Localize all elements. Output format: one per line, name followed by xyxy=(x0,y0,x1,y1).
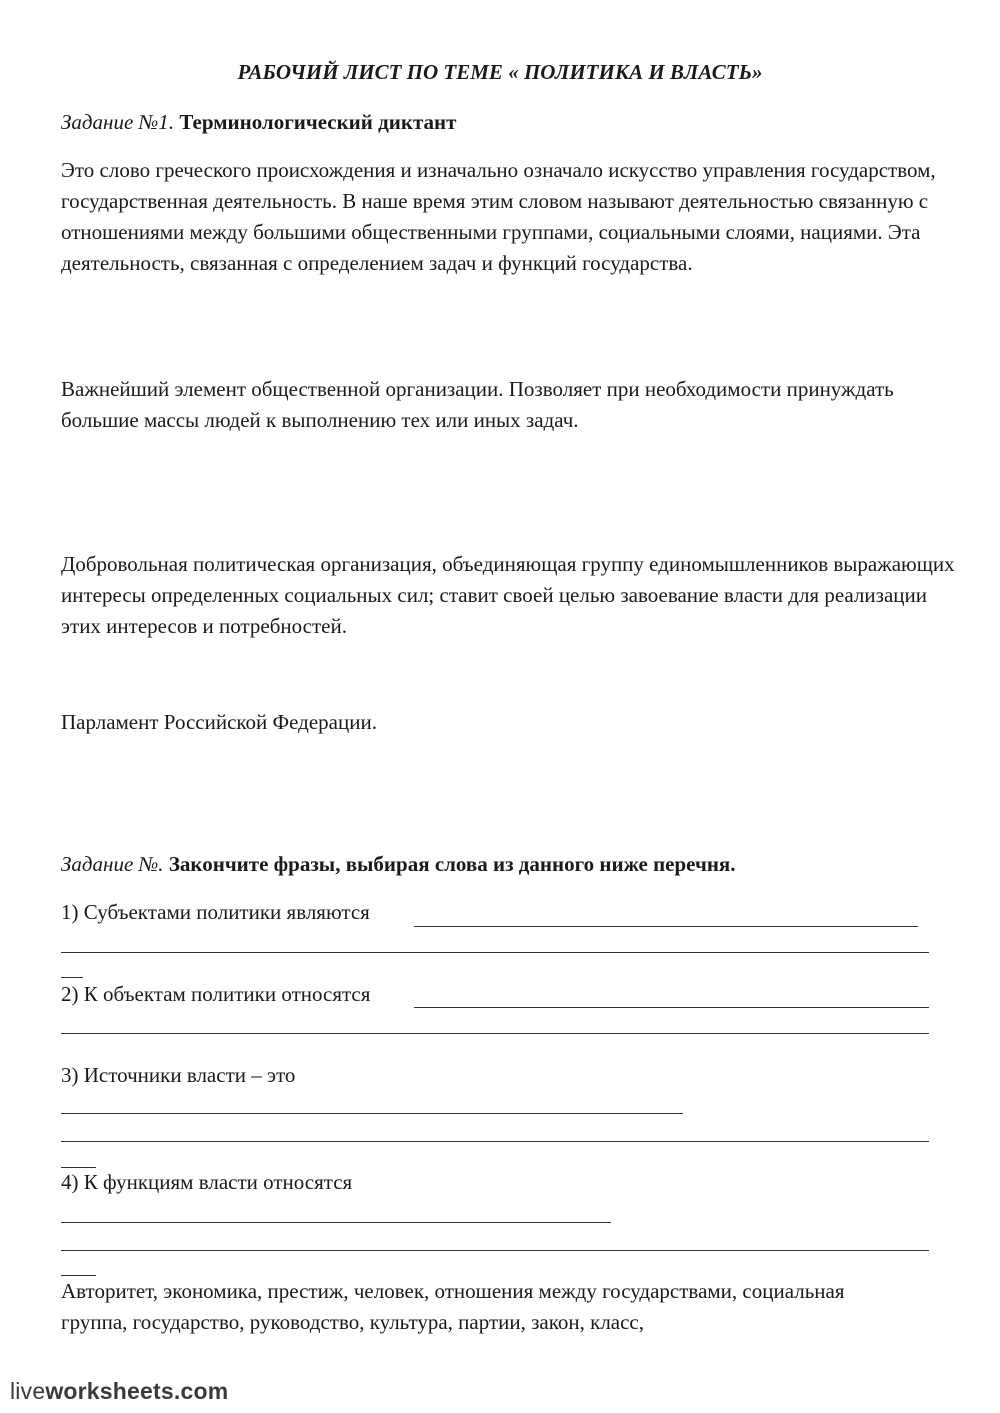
item-4-answer-line-1[interactable] xyxy=(61,1222,611,1223)
definition-4: Парламент Российской Федерации. xyxy=(61,710,377,734)
item-1-answer-line-3[interactable] xyxy=(61,977,83,978)
word-list: Авторитет, экономика, престиж, человек, отношения между государствами, социальная группа, государство, руководство, культура, партии, закон, класс, xyxy=(61,1279,845,1334)
item-1-answer-line-1[interactable] xyxy=(414,926,918,927)
liveworksheets-logo xyxy=(10,1378,228,1405)
logo-prefix: live xyxy=(10,1378,46,1404)
task1-title: Терминологический диктант xyxy=(179,110,457,134)
item-4-label: 4) К функциям власти относятся xyxy=(61,1170,353,1194)
definition-3: Добровольная политическая организация, объединяющая группу единомышленников выражающих интересы определенных социальных сил; ставит своей целью завоевание власти для реализации этих интересов и потребностей. xyxy=(61,552,955,638)
task2-label: Задание №. xyxy=(61,852,164,876)
definition-2: Важнейший элемент общественной организации. Позволяет при необходимости принуждать большие массы людей к выполнению тех или иных задач. xyxy=(61,377,894,432)
logo-main: worksheets xyxy=(45,1378,174,1404)
item-1-label: 1) Субъектами политики являются xyxy=(61,900,370,924)
item-2-answer-line-1[interactable] xyxy=(414,1007,929,1008)
item-3-label: 3) Источники власти – это xyxy=(61,1063,296,1087)
definition-1: Это слово греческого происхождения и изначально означало искусство управления государством, государственная деятельность. В наше время этим словом называют деятельностью связанную с отношениями между большими общественными группами, социальными слоями, нациями. Эта деятельность, связанная с определением задач и функций государства. xyxy=(61,158,936,275)
item-2-answer-line-2[interactable] xyxy=(61,1033,929,1034)
task2-title: Закончите фразы, выбирая слова из данного ниже перечня. xyxy=(168,852,736,876)
item-3-answer-line-1[interactable] xyxy=(61,1113,683,1114)
task1-label: Задание №1. xyxy=(61,110,175,134)
item-3-answer-line-3[interactable] xyxy=(61,1167,96,1168)
task2-heading xyxy=(61,852,736,877)
item-1-answer-line-2[interactable] xyxy=(61,952,929,953)
item-3-answer-line-2[interactable] xyxy=(61,1141,929,1142)
item-4-answer-line-2[interactable] xyxy=(61,1250,929,1251)
logo-suffix: .com xyxy=(173,1378,229,1404)
item-2-label: 2) К объектам политики относятся xyxy=(61,982,371,1006)
worksheet-title: РАБОЧИЙ ЛИСТ ПО ТЕМЕ « ПОЛИТИКА И ВЛАСТЬ» xyxy=(237,60,763,84)
task1-heading xyxy=(61,110,456,135)
